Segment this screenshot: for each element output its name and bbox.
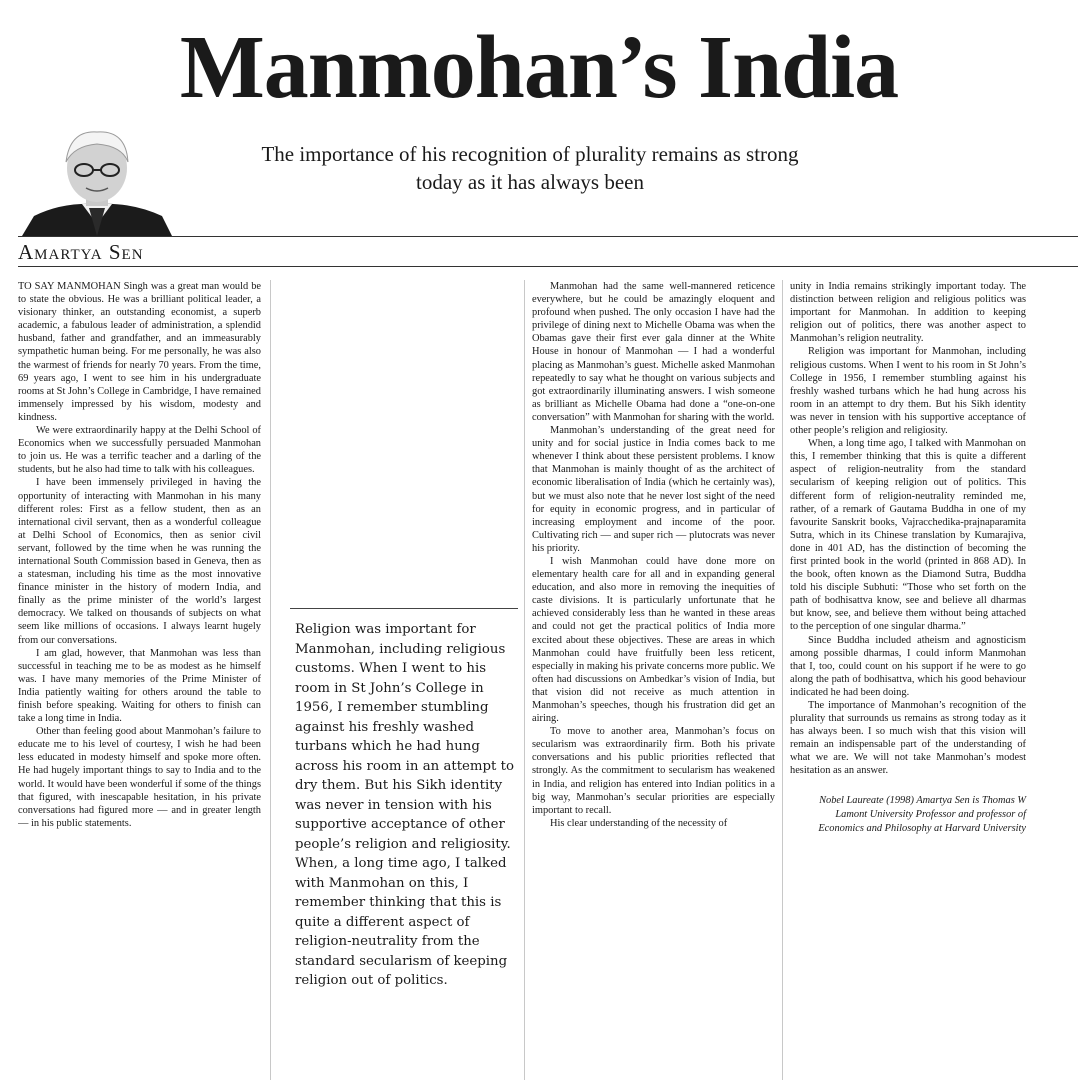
paragraph: We were extraordinarily happy at the Delhi School of Economics when we successfully persuaded Manmohan to join us. He was a terrific teacher and a darling of the students, but he also had time to talk with his colleagues.	[18, 425, 261, 476]
headline: Manmohan’s India	[179, 18, 899, 117]
column-divider	[782, 280, 783, 1080]
paragraph: I wish Manmohan could have done more on elementary health care for all and in expanding general education, and also more in removing the inequities of caste divisions. It is particularly unfortunate that he achieved considerably less than he wanted in these areas and could not get the practical politics of India more excited about these objectives. These are areas in which Manmohan could have fruitfully been less reticent, especially in making his private concerns more public. We often had discussions on Ambedkar’s vision of India, but that vision did not receive as much attention in Manmohan’s speeches, though his frustration did get an airing.	[532, 555, 775, 725]
author-bio: Nobel Laureate (1998) Amartya Sen is Thomas W Lamont University Professor and professor of Economics and Philosophy at Harvard University	[818, 794, 1026, 834]
article-column-3	[532, 280, 775, 1080]
paragraph: To move to another area, Manmohan’s focus on secularism was extraordinarily firm. Both his private conversations and his public priorities reflected that strongly. As the commitment to secularism has weakened in India, and religion has entered into Indian politics in a big way, Manmohan’s secular priorities are especially important to recall.	[532, 726, 775, 816]
column-divider	[270, 280, 271, 1080]
pull-quote-rule	[290, 608, 518, 609]
column-divider	[524, 280, 525, 1080]
article-deck: The importance of his recognition of plurality remains as strong today as it has always been	[261, 142, 799, 194]
article-column-1	[18, 280, 261, 1080]
paragraph: I have been immensely privileged in having the opportunity of interacting with Manmohan in his many different roles: First as a fellow student, then as an international civil servant, then as a wonderful colleague at Delhi School of Economics, then as senior civil servant, followed by the time when he was running the international South Commission based in Geneva, then as a statesman, including his time as the most innovative finance minister in the history of modern India, and finally as the prime minister of the world’s largest democracy. We talked on thousands of subjects on what seem like millions of occasions. I always learnt hugely from our conversations.	[18, 477, 261, 646]
paragraph: TO SAY MANMOHAN Singh was a great man would be to state the obvious. He was a brilliant political leader, a visionary thinker, an outstanding economist, a superb academic, a fabulous leader of administration, a splendid husband, father and grandfather, and an immeasurably sympathetic human being. For me personally, he was also the warmest of friends for nearly 70 years. From the time, 69 years ago, I went to see him in his undergraduate rooms at St John’s College in Cambridge, I have remained immensely impressed by his wisdom, modesty and kindness.	[18, 281, 261, 423]
paragraph: When, a long time ago, I talked with Manmohan on this, I remember thinking that this is quite a different aspect of religion-neutrality from the standard secularism of keeping religion out of politics. This different form of religion-neutrality reminded me, rather, of a remark of Gautama Buddha in one of my favourite Sanskrit books, Vajracchedika-prajnaparamita Sutra, which in its Chinese translation by Kumarajiva, done in 401 AD, has the distinction of becoming the first printed book in the world (printed in 868 AD). In the book, often known as the Diamond Sutra, Buddha told his disciple Subhuti: “Those who set forth on the path of bodhisattva know, see and believe all dharmas but know, see, and believe them without being attached to the perception of one singular dharma.”	[790, 438, 1026, 633]
paragraph: Manmohan had the same well-mannered reticence everywhere, but he could be amazingly eloquent and profound when pushed. The only occasion I have had the privilege of dining next to Michelle Obama was when the Obamas gave their first ever gala dinner at the White House in honour of Manmohan — I had a wonderful placing as Manmohan’s guest. Michelle asked Manmohan repeatedly to say what he thought on various subjects and got extraordinarily illuminating answers. I wish someone as brilliant as Michelle Obama had done a “one-on-one conversation” with Manmohan for sharing with the world.	[532, 281, 775, 423]
paragraph: Manmohan’s understanding of the great need for unity and for social justice in India comes back to me whenever I think about these persistent problems. I know that Manmohan is mainly thought of as the architect of economic liberalisation of India (which he certainly was), but we must also note that he never lost sight of the need for equity in economic progress, and in particular of increasing employment and income of the poor. Cultivating rich — and super rich — plutocrats was never his priority.	[532, 425, 775, 554]
author-portrait	[22, 124, 172, 236]
pull-quote: Religion was important for Manmohan, including religious customs. When I went to his room in St John’s College in 1956, I remember stumbling against his freshly washed turbans which he had hung across his room in an attempt to dry them. But his Sikh identity was never in tension with his supportive acceptance of other people’s religion and religiosity. When, a long time ago, I talked with Manmohan on this, I remember thinking that this is quite a different aspect of religion-neutrality from the standard secularism of keeping religion out of politics.	[295, 622, 514, 988]
paragraph: Other than feeling good about Manmohan’s failure to educate me to his level of courtesy, I wish he had been less educated in modesty himself and spoke more often. He had hugely important things to say to India and to the world. It would have been wonderful if some of the things that figured, with inescapable hesitation, in his private conversations had figured more — and in greater length — in his public statements.	[18, 726, 261, 829]
paragraph: The importance of Manmohan’s recognition of the plurality that surrounds us remains as strong today as it has always been. I so much wish that this vision will remain an indispensable part of the understanding of what we are. We will not take Manmohan’s modest hesitation as an answer.	[790, 700, 1026, 777]
paragraph: His clear understanding of the necessity of	[550, 817, 728, 829]
paragraph: unity in India remains strikingly important today. The distinction between religion and religious politics was important for Manmohan. In addition to keeping religion out of politics, there was another aspect to Manmohan’s religion neutrality.	[790, 281, 1026, 345]
byline-rule-top	[18, 236, 1078, 237]
paragraph: I am glad, however, that Manmohan was less than successful in teaching me to be as modest as he himself was. I have many memories of the Prime Minister of India patiently waiting for others around the table to finish before speaking. Waiting for others to finish can take a long time in India.	[18, 647, 261, 725]
byline: Amartya Sen	[18, 240, 144, 264]
byline-rule-bottom	[18, 266, 1078, 267]
paragraph: Religion was important for Manmohan, including religious customs. When I went to his room in St John’s College in 1956, I remember stumbling against his freshly washed turbans which he had hung across his room in an attempt to dry them. But his Sikh identity was never in tension with his supportive acceptance of other people’s religion and religiosity.	[790, 346, 1026, 437]
paragraph: Since Buddha included atheism and agnosticism among possible dharmas, I could inform Manmohan that I, too, could count on his support if he were to go along the path of bodhisattva, which his good behaviour indicated he had been doing.	[790, 634, 1026, 698]
article-column-4	[790, 280, 1078, 1080]
